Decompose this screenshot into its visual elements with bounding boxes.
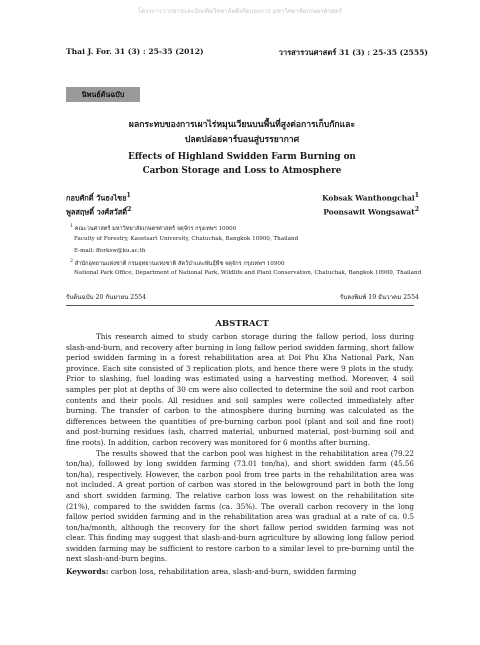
- article-type-badge: นิพนธ์ต้นฉบับ: [66, 87, 140, 102]
- abstract-paragraph-1: This research aimed to study carbon storage during the fallow period, loss during slash-and-burn, and recovery after burning in long fallow period swidden farming, short fallow period swidden farming in a forest rehabilitation area at Doi Phu Kha National Park, Nan province. Each site consisted of 3 replication plots, and hence there were 9 plots in the study. Prior to slashing, fuel loading was estimated using a harvesting method. Moreover, 4 soil samples per plot at depths of 30 cm were also collected to determine the soil and root carbon contents and their pools. All residues and soil samples were collected immediately after burning. The transfer of carbon to the atmosphere during burning was calculated as the differences between the quantities of pre-burning carbon pool (plant and soil and fine root) and post-burning residues (ash, charred material, unburned material, post-burning soil and fine roots). In addition, carbon recovery was monitored for 6 months after burning.: [66, 332, 414, 447]
- accepted-date: รับลงพิมพ์ 19 ธันวาคม 2554: [340, 294, 419, 301]
- abstract-heading: ABSTRACT: [215, 319, 269, 329]
- journal-citation-english: Thai J. For. 31 (3) : 25-35 (2012): [66, 47, 204, 56]
- watermark-text: โครงการวารสารและบัณฑิตวิทยาลัยสังกัดกองการ มหาวิทยาลัยเกษตรศาสตร์: [137, 8, 343, 15]
- title-thai-line1: ผลกระทบของการเผาไร่หมุนเวียนบนพื้นที่สูงต่อการเก็บกักและ: [128, 120, 356, 130]
- keywords-text: carbon loss, rehabilitation area, slash-and-burn, swidden farming: [110, 567, 357, 576]
- affiliation-1-thai: $^1$ คณะวนศาสตร์ มหาวิทยาลัยเกษตรศาสตร์ จตุจักร กรุงเทพฯ 10900: [70, 224, 237, 232]
- keywords-line: [66, 567, 414, 576]
- title-english-line2: Carbon Storage and Loss to Atmosphere: [142, 166, 342, 176]
- abstract-body: [66, 332, 414, 565]
- affiliation-1-english: Faculty of Forestry, Kasetsart University, Chatuchak, Bangkok 10900, Thailand: [74, 236, 299, 242]
- affiliation-2-thai: $^2$ สำนักอุทยานแห่งชาติ กรมอุทยานแห่งชาติ สัตว์ป่าและพันธุ์พืช จตุจักร กรุงเทพฯ 10900: [70, 259, 285, 267]
- abstract-paragraph-2: The results showed that the carbon pool was highest in the rehabilitation area (79.22 ton/ha), followed by long swidden farming (73.01 ton/ha), and short swidden farm (45.56 ton/ha), respectively. However, the carbon pool from tree parts in the rehabilitation area was not included. A great portion of carbon was stored in the belowground part in both the long and short swidden farming. The relative carbon loss was lowest on the rehabilitation site (21%), compared to the swidden farms (ca. 35%). The overall carbon recovery in the long fallow period swidden farming and in the rehabilitation area was gradual at a rate of ca. 0.5 ton/ha/month, although the recovery for the short fallow period swidden farming was not clear. This finding may suggest that slash-and-burn agriculture by allowing long fallow period swidden farming may be sufficient to restore carbon to a similar level to pre-burning until the next slash-and-burn begins.: [66, 448, 414, 564]
- author-thai-1: กอบศักดิ์ วันธงไชย$^1$: [66, 192, 131, 203]
- author-english-1: Kobsak Wanthongchai$^1$: [322, 192, 419, 203]
- author-english-2: Poonsawit Wongsawat$^2$: [323, 206, 419, 217]
- author-email: E-mail: fforksw@ku.ac.th: [74, 248, 146, 254]
- divider-rule: [66, 305, 414, 306]
- author-thai-2: พูลสฤษดิ์ วงศ์สวัสดิ์$^2$: [66, 206, 132, 217]
- title-english-line1: Effects of Highland Swidden Farm Burning on: [128, 152, 356, 162]
- keywords-label: Keywords:: [66, 567, 109, 576]
- title-thai-line2: ปลดปล่อยคาร์บอนสู่บรรยากาศ: [184, 135, 300, 145]
- received-date: รับต้นฉบับ 20 กันยายน 2554: [66, 294, 147, 301]
- affiliation-2-english: National Park Office, Department of National Park, Wildlife and Plant Conservation, Chatuchak, Bangkok 10900, Thailand: [74, 270, 422, 276]
- journal-citation-thai: วารสารวนศาสตร์ 31 (3) : 25-35 (2555): [278, 48, 428, 57]
